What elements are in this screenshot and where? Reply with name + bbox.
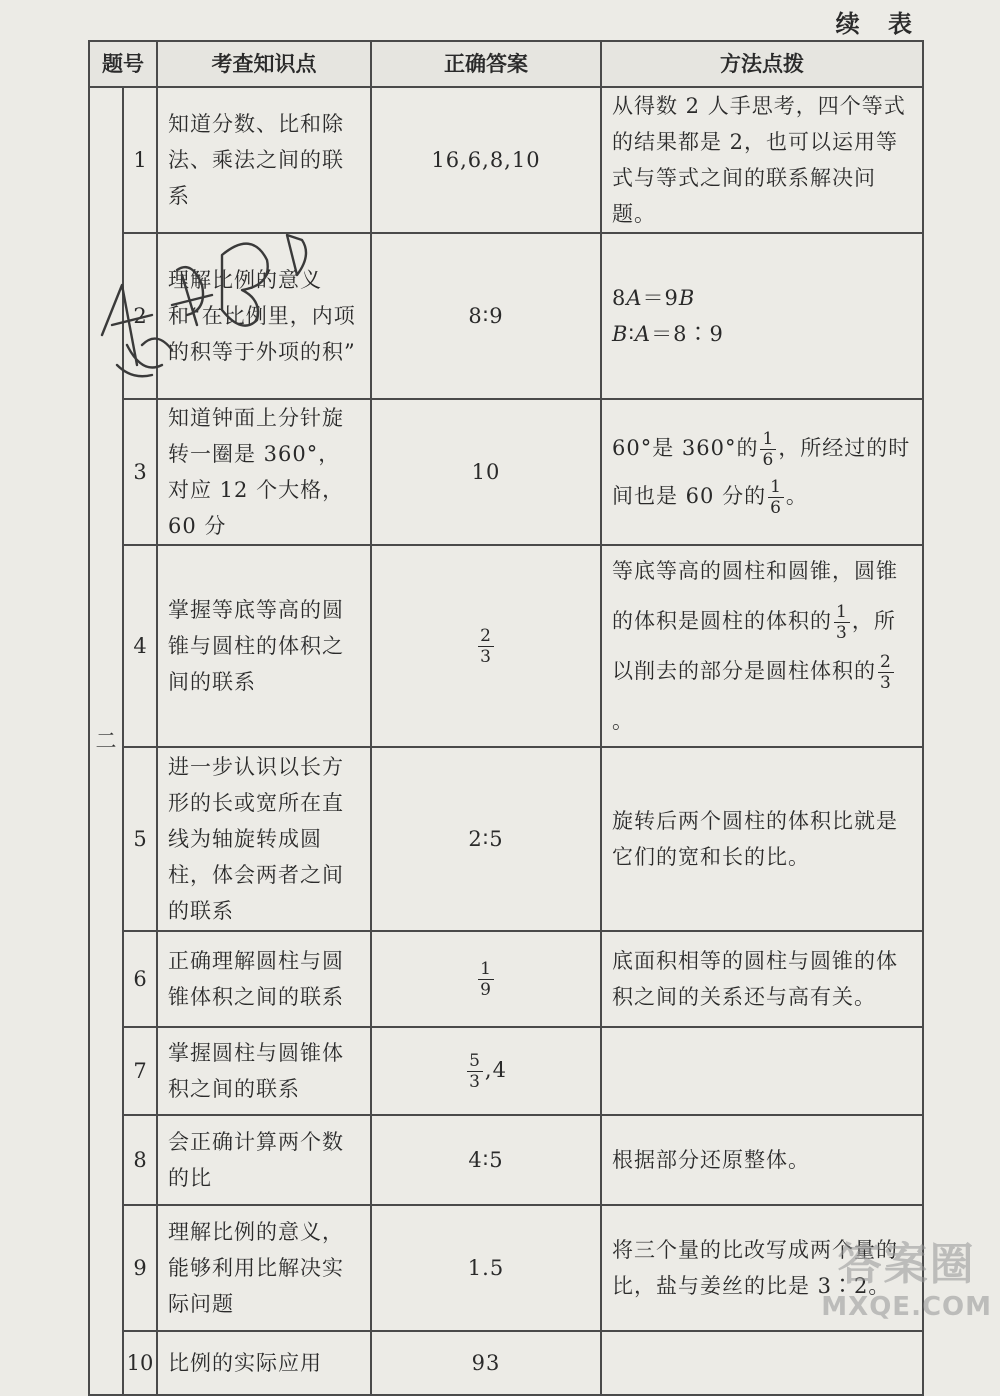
correct-answer: 2∶5 bbox=[371, 747, 601, 931]
knowledge-point: 会正确计算两个数的比 bbox=[157, 1115, 371, 1205]
answer-table bbox=[88, 40, 924, 1396]
fraction: $\frac{1}{6}$ bbox=[762, 429, 775, 470]
watermark-url: MXQE.COM bbox=[821, 1292, 992, 1322]
knowledge-point: 掌握圆柱与圆锥体积之间的联系 bbox=[157, 1027, 371, 1115]
fraction: $\frac{2}{3}$ bbox=[480, 625, 492, 667]
fraction: $\frac{1}{3}$ bbox=[836, 602, 848, 643]
table-row bbox=[89, 545, 923, 747]
col-header-tips: 方法点拨 bbox=[601, 41, 923, 87]
correct-answer: 93 bbox=[371, 1331, 601, 1395]
correct-answer: $\frac{5}{3}$ ,4 bbox=[371, 1027, 601, 1115]
method-tip: 根据部分还原整体。 bbox=[601, 1115, 923, 1205]
method-tip: 从得数 2 人手思考，四个等式的结果都是 2，也可以运用等式与等式之间的联系解决问题。 bbox=[601, 87, 923, 233]
col-header-knowledge: 考查知识点 bbox=[157, 41, 371, 87]
row-number: 3 bbox=[123, 399, 157, 545]
knowledge-point: 理解比例的意义和“在比例里，内项的积等于外项的积” bbox=[157, 233, 371, 399]
method-tip bbox=[601, 233, 923, 399]
tip-line-1: 8A＝9B bbox=[612, 286, 696, 310]
page-header-continued: 续 表 bbox=[835, 10, 922, 38]
knowledge-point: 知道分数、比和除法、乘法之间的联系 bbox=[157, 87, 371, 233]
table-row bbox=[89, 399, 923, 545]
knowledge-point: 掌握等底等高的圆锥与圆柱的体积之间的联系 bbox=[157, 545, 371, 747]
table-row bbox=[89, 233, 923, 399]
table-row bbox=[89, 1205, 923, 1331]
correct-answer: 10 bbox=[371, 399, 601, 545]
correct-answer bbox=[371, 931, 601, 1027]
method-tip: 旋转后两个圆柱的体积比就是它们的宽和长的比。 bbox=[601, 747, 923, 931]
col-header-answer: 正确答案 bbox=[371, 41, 601, 87]
method-tip: 底面积相等的圆柱与圆锥的体积之间的关系还与高有关。 bbox=[601, 931, 923, 1027]
tip-line-2: B∶A＝8∶9 bbox=[612, 322, 724, 346]
watermark bbox=[821, 1228, 992, 1322]
table-row bbox=[89, 931, 923, 1027]
row-number: 5 bbox=[123, 747, 157, 931]
table-row bbox=[89, 1027, 923, 1115]
method-tip bbox=[601, 1331, 923, 1395]
section-label: 二 bbox=[89, 87, 123, 1395]
table-header-row bbox=[89, 41, 923, 87]
knowledge-point: 知道钟面上分针旋转一圈是 360°，对应 12 个大格，60 分 bbox=[157, 399, 371, 545]
row-number: 4 bbox=[123, 545, 157, 747]
fraction: $\frac{1}{6}$ bbox=[770, 477, 782, 518]
knowledge-point: 正确理解圆柱与圆锥体积之间的联系 bbox=[157, 931, 371, 1027]
knowledge-point: 进一步认识以长方形的长或宽所在直线为轴旋转成圆柱，体会两者之间的联系 bbox=[157, 747, 371, 931]
row-number: 1 bbox=[123, 87, 157, 233]
fraction: $\frac{2}{3}$ bbox=[880, 652, 892, 693]
row-number: 10 bbox=[123, 1331, 157, 1395]
method-tip: 60°是 360°的 $\frac{1}{6}$ ，所经过的时间也是 60 分的 $\frac{1}{6}$ 。 bbox=[601, 399, 923, 545]
col-header-number: 题号 bbox=[89, 41, 157, 87]
watermark-logo: 答案圈 bbox=[837, 1239, 976, 1290]
table-row bbox=[89, 87, 923, 233]
method-tip: 等底等高的圆柱和圆锥，圆锥的体积是圆柱的体积的 $\frac{1}{3}$ ，所以削去的部分是圆柱体积的 $\frac{2}{3}$ 。 bbox=[601, 545, 923, 747]
row-number: 9 bbox=[123, 1205, 157, 1331]
fraction: $\frac{5}{3}$ bbox=[469, 1050, 481, 1092]
table-row bbox=[89, 1331, 923, 1395]
method-tip: 将三个量的比改写成两个量的比，盐与姜丝的比是 3∶2。 bbox=[601, 1205, 923, 1331]
knowledge-point: 比例的实际应用 bbox=[157, 1331, 371, 1395]
row-number: 7 bbox=[123, 1027, 157, 1115]
correct-answer bbox=[371, 545, 601, 747]
table-row bbox=[89, 1115, 923, 1205]
method-tip bbox=[601, 1027, 923, 1115]
row-number: 8 bbox=[123, 1115, 157, 1205]
correct-answer: 8∶9 bbox=[371, 233, 601, 399]
row-number: 2 bbox=[123, 233, 157, 399]
correct-answer: 16,6,8,10 bbox=[371, 87, 601, 233]
correct-answer: 4∶5 bbox=[371, 1115, 601, 1205]
correct-answer: 1.5 bbox=[371, 1205, 601, 1331]
knowledge-point: 理解比例的意义，能够利用比解决实际问题 bbox=[157, 1205, 371, 1331]
fraction: $\frac{1}{9}$ bbox=[480, 958, 492, 1000]
row-number: 6 bbox=[123, 931, 157, 1027]
table-row bbox=[89, 747, 923, 931]
